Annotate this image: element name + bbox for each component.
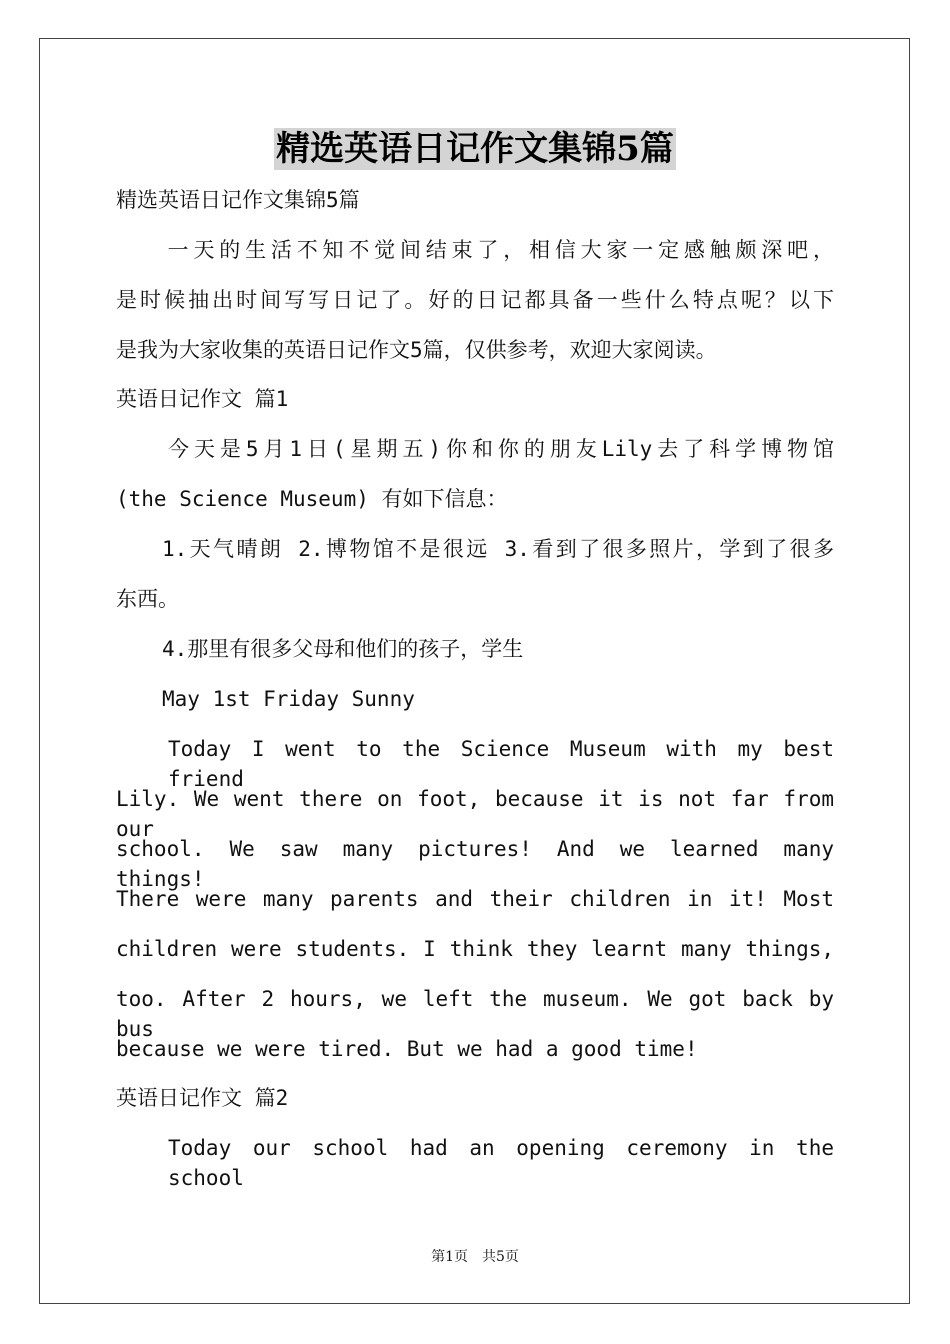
text-line: children were students. I think they learnt many things, — [116, 937, 834, 961]
text-line: Today our school had an opening ceremony in the school — [168, 1136, 834, 1190]
page-border — [39, 38, 910, 1304]
text-line: 是时候抽出时间写写日记了。好的日记都具备一些什么特点呢？以下 — [116, 288, 834, 312]
text-line: 今天是5月1日(星期五)你和你的朋友Lily去了科学博物馆 — [168, 437, 834, 461]
list-line: 1.天气晴朗 2.博物馆不是很远 3.看到了很多照片，学到了很多 — [162, 537, 834, 561]
text-line: There were many parents and their children in it! Most — [116, 887, 834, 911]
text-line: (the Science Museum) 有如下信息： — [116, 487, 508, 511]
document-title: 精选英语日记作文集锦5篇 — [276, 129, 674, 169]
text-line: because we were tired. But we had a good time! — [116, 1037, 698, 1061]
text-line: Today I went to the Science Museum with my best friend — [168, 737, 834, 791]
section-heading: 英语日记作文 篇1 — [116, 387, 289, 411]
text-line: Lily. We went there on foot, because it is not far from our — [116, 787, 834, 841]
subtitle-line: 精选英语日记作文集锦5篇 — [116, 188, 360, 212]
text-line: 东西。 — [116, 587, 179, 611]
text-line: school. We saw many pictures! And we learned many things! — [116, 837, 834, 891]
text-line: too. After 2 hours, we left the museum. We got back by bus — [116, 987, 834, 1041]
list-line: 4.那里有很多父母和他们的孩子，学生 — [162, 637, 524, 661]
text-line: 一天的生活不知不觉间结束了，相信大家一定感触颇深吧， — [116, 238, 834, 262]
section-heading: 英语日记作文 篇2 — [116, 1086, 289, 1110]
text-line: 是我为大家收集的英语日记作文5篇，仅供参考，欢迎大家阅读。 — [116, 338, 717, 362]
diary-date-line: May 1st Friday Sunny — [162, 687, 415, 711]
title-container — [0, 128, 950, 170]
page-footer: 第1页 共5页 — [431, 1249, 519, 1265]
